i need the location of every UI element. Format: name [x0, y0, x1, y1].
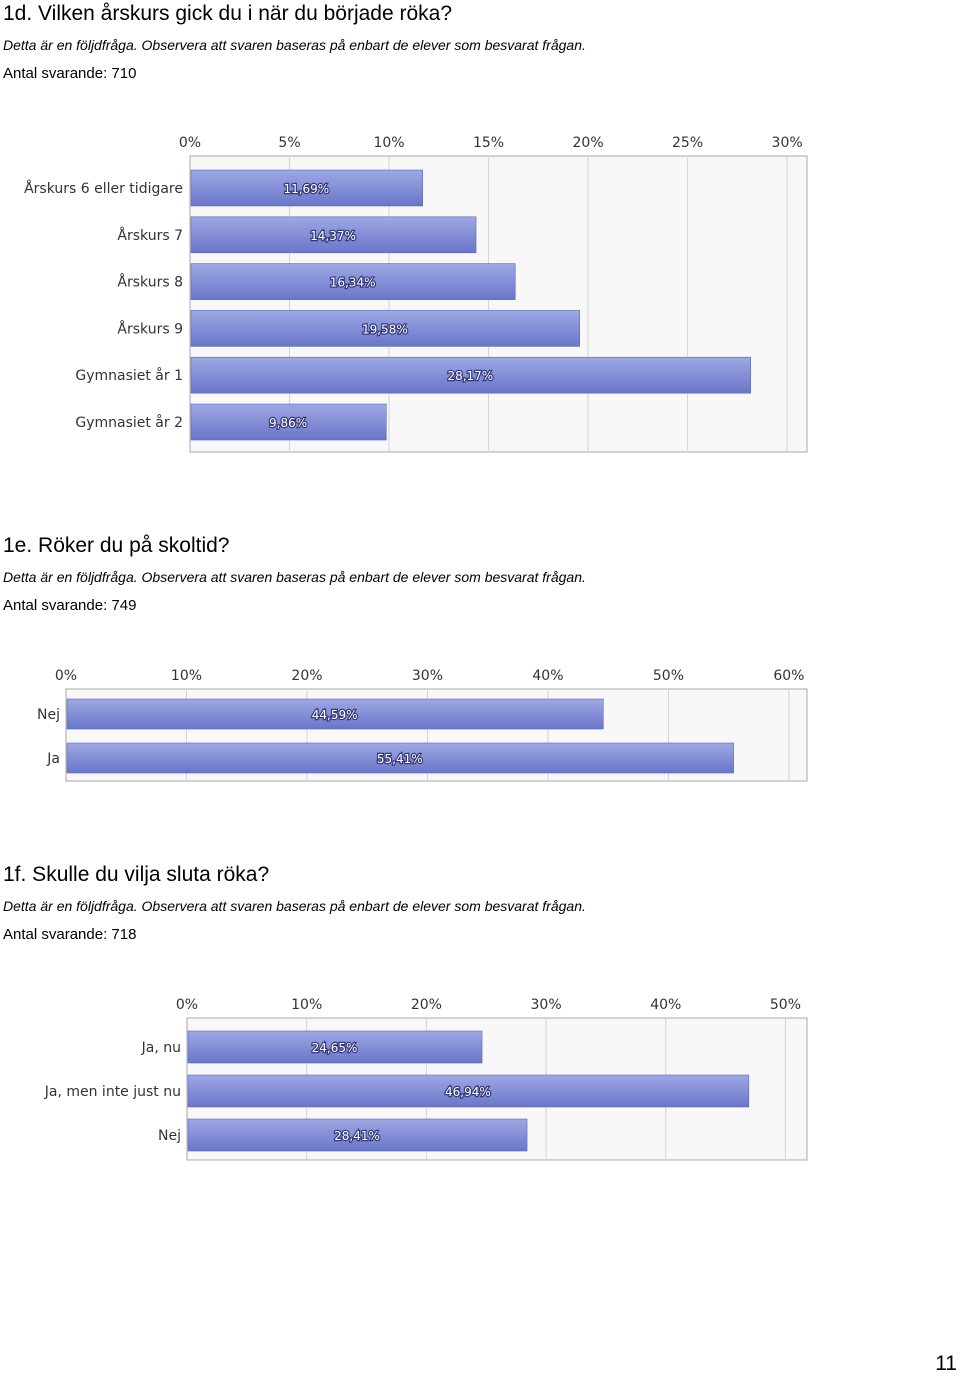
page-number: 11	[935, 1352, 957, 1375]
respondent-count: Antal svarande: 749	[3, 597, 137, 614]
tick-label: 10%	[291, 997, 323, 1013]
question-title: 1e. Röker du på skoltid?	[3, 534, 230, 557]
data-label: 16,34%	[329, 275, 376, 290]
category-label: Ja	[47, 751, 60, 767]
question-note: Detta är en följdfråga. Observera att svaren baseras på enbart de elever som besvarat frågan.	[3, 569, 586, 585]
category-label: Nej	[37, 707, 60, 723]
bar-chart-1e	[0, 663, 960, 788]
tick-label: 0%	[175, 997, 199, 1013]
category-label: Årskurs 7	[117, 227, 183, 244]
tick-label: 15%	[472, 135, 505, 151]
question-note: Detta är en följdfråga. Observera att svaren baseras på enbart de elever som besvarat frågan.	[3, 37, 586, 53]
respondent-count: Antal svarande: 718	[3, 926, 137, 943]
tick-label: 0%	[178, 135, 202, 151]
question-note: Detta är en följdfråga. Observera att svaren baseras på enbart de elever som besvarat frågan.	[3, 898, 586, 914]
tick-label: 50%	[769, 997, 802, 1013]
data-label: 28,17%	[447, 369, 494, 384]
tick-label: 50%	[652, 668, 685, 684]
data-label: 46,94%	[445, 1085, 491, 1099]
tick-label: 10%	[170, 668, 203, 684]
category-label: Gymnasiet år 1	[75, 368, 183, 385]
category-label: Ja, men inte just nu	[44, 1084, 181, 1100]
tick-label: 40%	[650, 997, 682, 1013]
category-label: Årskurs 6 eller tidigare	[24, 181, 183, 197]
respondent-count: Antal svarande: 710	[3, 65, 137, 82]
data-label: 9,86%	[269, 416, 308, 430]
data-label: 14,37%	[310, 228, 356, 243]
tick-label: 10%	[373, 135, 405, 151]
data-label: 24,65%	[311, 1041, 358, 1055]
data-label: 11,69%	[283, 182, 330, 196]
tick-label: 30%	[411, 668, 444, 684]
tick-label: 0%	[54, 668, 78, 684]
data-label: 55,41%	[376, 752, 423, 766]
tick-label: 20%	[410, 997, 442, 1013]
data-label: 19,58%	[361, 322, 408, 337]
category-label: Årskurs 8	[117, 274, 183, 291]
tick-label: 30%	[771, 135, 803, 151]
category-label: Årskurs 9	[117, 321, 183, 338]
data-label: 28,41%	[334, 1129, 380, 1143]
tick-label: 5%	[278, 135, 301, 151]
question-title: 1d. Vilken årskurs gick du i när du började röka?	[3, 2, 453, 25]
category-label: Nej	[158, 1128, 181, 1144]
category-label: Ja, nu	[141, 1040, 181, 1056]
tick-label: 30%	[530, 997, 562, 1013]
tick-label: 20%	[572, 135, 604, 151]
category-label: Gymnasiet år 2	[75, 415, 183, 431]
tick-label: 60%	[773, 668, 805, 684]
question-title: 1f. Skulle du vilja sluta röka?	[3, 863, 270, 886]
data-label: 44,59%	[311, 708, 358, 722]
bar-chart-1f	[0, 992, 960, 1167]
tick-label: 25%	[672, 135, 704, 151]
tick-label: 20%	[291, 668, 323, 684]
tick-label: 40%	[532, 668, 564, 684]
bar-chart-1d	[0, 130, 960, 460]
